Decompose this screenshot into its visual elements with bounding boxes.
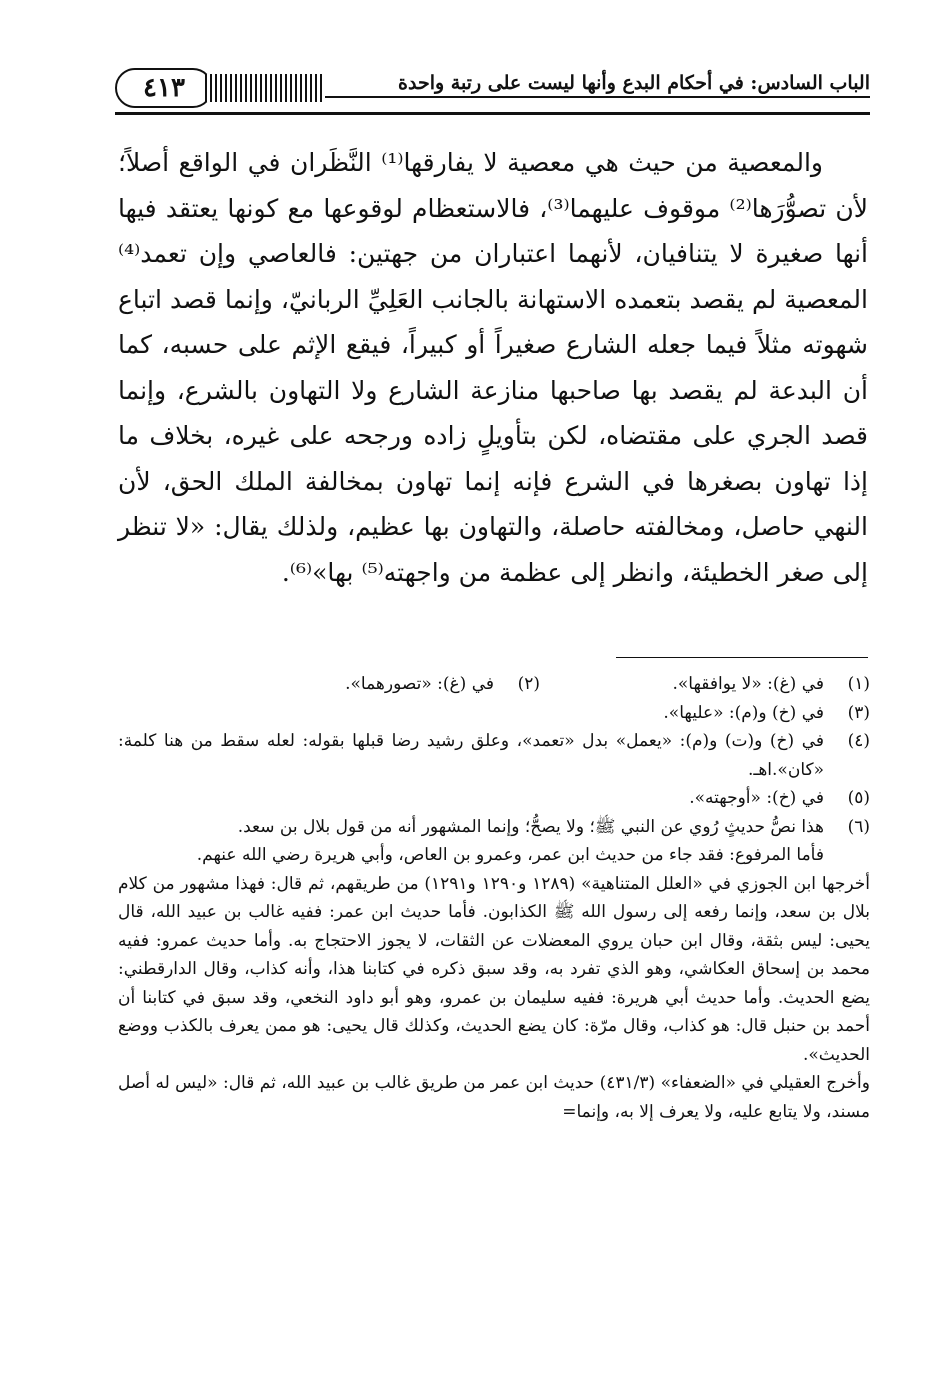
footnote-6 <box>118 813 870 842</box>
footnote-3 <box>118 699 870 728</box>
header-ornament <box>205 74 325 102</box>
footnote-1 <box>540 670 870 699</box>
footnote-row-1-2 <box>118 670 870 699</box>
footnotes <box>118 670 870 1126</box>
header-underline <box>325 96 870 98</box>
chapter-title: الباب السادس: في أحكام البدع وأنها ليست على رتبة واحدة <box>398 72 870 94</box>
footnote-text: في (خ): «أوجهته». <box>689 788 824 808</box>
footnote-6-paragraph: أخرجها ابن الجوزي في «العلل المتناهية» (١٢٨٩ و١٢٩٠ و١٢٩١) من طريقهم، ثم قال: فهذا مشهور من كلام بلال بن سعد، وإنما رفعه إلى رسول الله ﷺ الكذابون. فأما حديث ابن عمر: ففيه غالب بن عبيد الله، قال يحيى: ليس بثقة، وقال ابن حبان يروي المعضلات عن الثقات، لا يجوز الاحتجاج به. وأما حديث عمرو: ففيه محمد بن إسحاق العكاشي، وهو الذي تفرد به، وقد سبق ذكره في كتابنا هذا، وأنه كذاب، وقال الدارقطني: يضع الحديث. وأما حديث أبي هريرة: ففيه سليمان بن عمرو، وهو أبو داود النخعي، وقد سبق في كتابنا أن أحمد بن حنبل قال: هو كذاب، وقال مرّة: كان يضع الحديث، وكذلك قال يحيى: هو ممن يعرف بالكذب ووضع الحديث». <box>118 873 870 1065</box>
footnote-2 <box>210 670 540 699</box>
running-header <box>115 58 870 118</box>
footnote-6-paragraph: وأخرج العقيلي في «الضعفاء» (٤٣١/٣) حديث ابن عمر من طريق غالب بن عبيد الله، ثم قال: «ليس له أصل مسند، ولا يتابع عليه، ولا يعرف إلا به، وإنما= <box>118 1073 870 1122</box>
footnote-5 <box>118 784 870 813</box>
page-number: ٤١٣ <box>115 68 213 108</box>
footnote-number: (٥) <box>847 788 870 808</box>
footnote-text: في (خ) و(م): «عليها». <box>663 702 824 723</box>
footnote-text: في (غ): «تصورهما». <box>345 674 494 694</box>
footnote-4 <box>118 727 870 784</box>
footnote-text: في (خ) و(ت) و(م): «يعمل» بدل «تعمد»، وعلق رشيد رضا قبلها بقوله: لعله سقط من هنا كلمة: «كان».اهـ. <box>118 731 824 780</box>
header-rule <box>115 112 870 115</box>
footnote-number: (٤) <box>847 731 870 751</box>
footnote-text: هذا نصُّ حديثٍ رُوي عن النبي ﷺ؛ ولا يصحُّ؛ وإنما المشهور أنه من قول بلال بن سعد. <box>237 816 824 837</box>
main-text <box>118 140 868 595</box>
footnote-number: (٢) <box>517 674 540 694</box>
body-paragraph: والمعصية من حيث هي معصية لا يفارقها⁽¹⁾ النَّظَران في الواقع أصلاً؛ لأن تصوُّرَها⁽²⁾ موقوف عليهما⁽³⁾، فالاستعظام لوقوعها مع كونها يعتقد فيها أنها صغيرة لا يتنافيان، لأنهما اعتباران من جهتين: فالعاصي وإن تعمد⁽⁴⁾ المعصية لم يقصد بتعمده الاستهانة بالجانب العَلِيِّ الربانيّ، وإنما قصد اتباع شهوته مثلاً فيما جعله الشارع صغيراً أو كبيراً، فيقع الإثم على حسبه، كما أن البدعة لم يقصد بها صاحبها منازعة الشارع ولا التهاون بالشرع، وإنما قصد الجري على مقتضاه، لكن بتأويلٍ زاده ورجحه على غيره، بخلاف ما إذا تهاون بصغرها في الشرع فإنه إنما تهاون بمخالفة الملك الحق، لأن النهي حاصل، ومخالفته حاصلة، والتهاون بها عظيم، ولذلك يقال: «لا تنظر إلى صغر الخطيئة، وانظر إلى عظمة من واجهته⁽⁵⁾ بها»⁽⁶⁾. <box>118 148 868 587</box>
footnote-number: (٣) <box>847 702 870 723</box>
footnote-separator <box>616 657 868 658</box>
footnote-number: (٦) <box>847 816 870 837</box>
footnote-number: (١) <box>847 674 870 694</box>
footnote-6-continuation: فأما المرفوع: فقد جاء من حديث ابن عمر، وعمرو بن العاص، وأبي هريرة رضي الله عنهم. <box>196 845 824 865</box>
footnote-text: في (غ): «لا يوافقها». <box>672 674 824 694</box>
